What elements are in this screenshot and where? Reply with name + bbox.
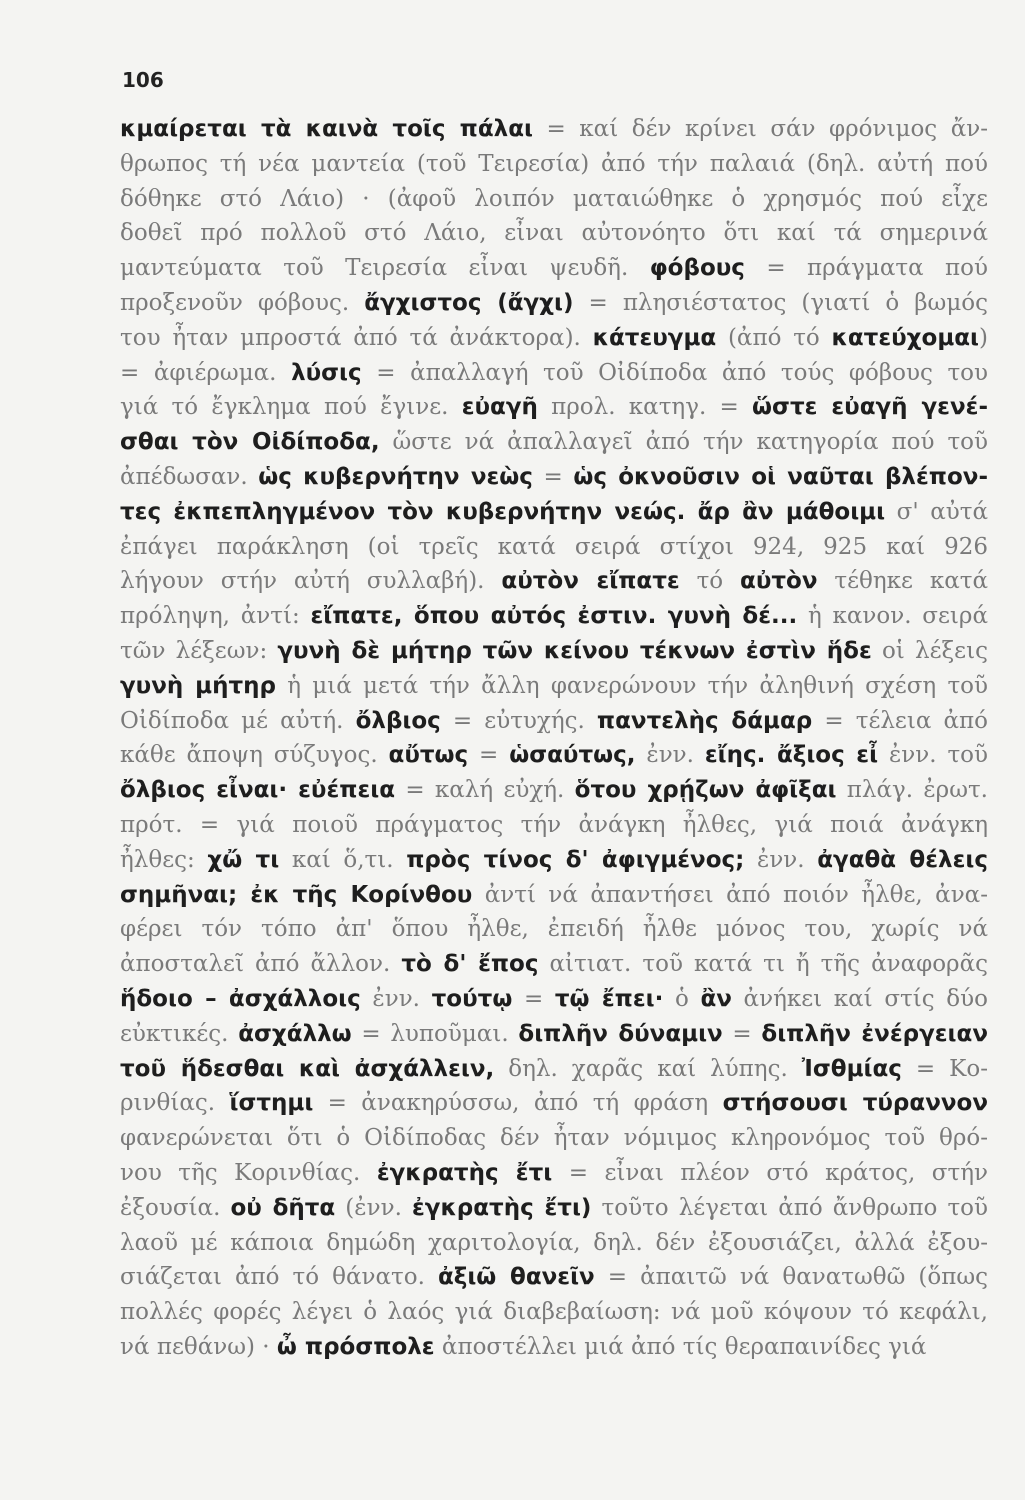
commentary-text: προξενοῦν φόβους. <box>120 289 365 316</box>
commentary-text: σ' αὐτά <box>885 498 988 525</box>
commentary-text: μαντεύματα τοῦ Τειρεσία εἶναι ψευδῆ. <box>120 255 650 282</box>
commentary-text: ἐπάγει παράκληση (οἱ τρεῖς κατά σειρά στίχοι 924, 925 καί 926 <box>120 533 988 560</box>
commentary-text: φέρει τόν τόπο ἀπ' ὅπου ἦλθε, ἐπειδή ἦλθε μόνος του, χωρίς νά <box>120 916 988 943</box>
lemma-term: ἀξιῶ θανεῖν <box>437 1264 595 1291</box>
text-line <box>120 356 988 391</box>
commentary-text: ἐνν. <box>360 985 432 1012</box>
commentary-text: εὐκτικές. <box>120 1020 239 1047</box>
lemma-term: τούτῳ <box>431 985 513 1012</box>
text-line <box>120 669 988 704</box>
text-line <box>120 321 988 356</box>
lemma-term: τοῦ ἥδεσθαι καὶ ἀσχάλλειν, <box>120 1055 495 1082</box>
lemma-term: οὐ δῆτα <box>230 1194 336 1221</box>
commentary-text: δόθηκε στό Λάιο) · (ἀφοῦ λοιπόν ματαιώθηκε ὁ χρησμός πού εἶχε <box>120 185 988 212</box>
text-line <box>120 147 988 182</box>
commentary-text: = ἀνακηρύσσω, ἀπό τή φράση <box>313 1090 723 1117</box>
commentary-text: = πράγματα πού <box>744 255 988 282</box>
lemma-term: εἴης. ἄξιος εἶ <box>704 742 879 769</box>
commentary-text: τῶν λέξεων: <box>120 637 278 664</box>
commentary-text: = καί δέν κρίνει σάν φρόνιμος ἄν- <box>533 116 988 142</box>
text-line <box>120 1052 988 1087</box>
lemma-term: κατεύχομαι <box>831 324 980 351</box>
commentary-text: σιάζεται ἀπό τό θάνατο. <box>120 1264 438 1291</box>
lemma-term: σθαι τὸν Οἰδίποδα, <box>120 429 380 456</box>
text-line <box>120 982 988 1017</box>
commentary-text: θρωπος τή νέα μαντεία (τοῦ Τειρεσία) ἀπό τήν παλαιά (δηλ. αὐτή πού <box>120 150 988 177</box>
text-line <box>120 530 988 565</box>
lemma-term: Ἰσθμίας <box>801 1055 902 1082</box>
lemma-term: κμαίρεται τὰ καινὰ τοῖς πάλαι <box>120 116 533 142</box>
lemma-term: ὄλβιος <box>355 707 441 734</box>
lemma-term: κάτευγμα <box>592 324 717 351</box>
commentary-text: τό <box>679 568 741 595</box>
lemma-term: γυνὴ μήτηρ <box>120 672 276 699</box>
commentary-text: ρινθίας. <box>120 1090 230 1117</box>
text-line <box>120 460 988 495</box>
text-line <box>120 390 988 425</box>
text-line <box>120 912 988 947</box>
commentary-text: αἰτιατ. τοῦ κατά τι ἤ τῆς ἀναφορᾶς <box>538 951 988 978</box>
text-line <box>120 425 988 460</box>
commentary-text: ἐξουσία. <box>120 1194 231 1221</box>
text-line <box>120 286 988 321</box>
lemma-term: διπλῆν ἐνέργειαν <box>761 1020 988 1047</box>
lemma-term: εἴπατε, ὅπου αὐτός ἐστιν. γυνὴ δέ... <box>310 603 798 630</box>
commentary-text: πολλές φορές λέγει ὁ λαός γιά διαβεβαίωση: νά μοῦ κόψουν τό κεφάλι, <box>120 1299 988 1326</box>
commentary-text: νου τῆς Κορινθίας. <box>120 1159 377 1186</box>
lemma-term: αὐτὸν <box>740 568 818 595</box>
commentary-text: (ἐνν. <box>335 1194 412 1221</box>
commentary-text: = ἀπαλλαγή τοῦ Οἰδίποδα ἀπό τούς φόβους του <box>361 359 988 386</box>
lemma-term: πρὸς τίνος δ' ἀφιγμένος; <box>406 846 745 873</box>
commentary-text: = εἶναι πλέον στό κράτος, στήν <box>552 1159 988 1186</box>
text-line <box>120 599 988 634</box>
commentary-text: οἱ λέξεις <box>871 637 988 664</box>
text-line <box>120 1121 988 1156</box>
commentary-text: ἀνήκει καί στίς δύο <box>731 985 988 1012</box>
commentary-text: του ἦταν μπροστά ἀπό τά ἀνάκτορα). <box>120 324 593 351</box>
commentary-text: ἀπέδωσαν. <box>120 463 259 490</box>
text-line <box>120 634 988 669</box>
lemma-term: στήσουσι τύραννον <box>722 1090 988 1117</box>
text-line <box>120 1191 988 1226</box>
commentary-text: δοθεῖ πρό πολλοῦ στό Λάιο, εἶναι αὐτονόητο ὅτι καί τά σημερινά <box>120 220 988 247</box>
commentary-text: ὥστε νά ἀπαλλαγεῖ ἀπό τήν κατηγορία πού τοῦ <box>379 429 988 456</box>
lemma-term: ἵστημι <box>229 1090 314 1117</box>
commentary-text: ἐνν. <box>635 742 705 769</box>
text-line <box>120 182 988 217</box>
commentary-text: = <box>512 985 555 1012</box>
lemma-term: παντελὴς δάμαρ <box>596 707 813 734</box>
commentary-text: ἐνν. τοῦ <box>878 742 988 769</box>
commentary-text <box>120 112 988 1365</box>
lemma-term: τῷ ἔπει· <box>554 985 664 1012</box>
commentary-text: ἡ μιά μετά τήν ἄλλη φανερώνουν τήν ἀληθινή σχέση τοῦ <box>276 672 988 699</box>
commentary-text: πλάγ. ἐρωτ. <box>836 777 988 804</box>
lemma-term: ἥδοιο – ἀσχάλλοις <box>120 985 361 1012</box>
commentary-text: = λυποῦμαι. <box>351 1020 519 1047</box>
lemma-term: ἂν <box>700 985 732 1012</box>
commentary-text: τοῦτο λέγεται ἀπό ἄνθρωπο τοῦ <box>591 1194 988 1221</box>
commentary-text: δηλ. χαρᾶς καί λύπης. <box>494 1055 802 1082</box>
commentary-text: ἐνν. <box>744 846 818 873</box>
text-line <box>120 1295 988 1330</box>
text-line <box>120 808 988 843</box>
text-line <box>120 738 988 773</box>
lemma-term: ἐγκρατὴς ἔτι) <box>411 1194 592 1221</box>
commentary-text: προλ. κατηγ. = <box>537 394 753 421</box>
lemma-term: χὤ τι <box>207 846 280 873</box>
commentary-text: τέθηκε κατά <box>817 568 988 595</box>
commentary-text: = ἀφιέρωμα. <box>120 359 292 386</box>
commentary-text: ) <box>979 324 988 351</box>
lemma-term: ὡς κυβερνήτην νεὼς <box>258 463 533 490</box>
commentary-text: = πλησιέστατος (γιατί ὁ βωμός <box>573 289 988 316</box>
commentary-text: λήγουν στήν αὐτή συλλαβή). <box>120 568 502 595</box>
commentary-text: φανερώνεται ὅτι ὁ Οἰδίποδας δέν ἦταν νόμιμος κληρονόμος τοῦ θρό- <box>120 1125 988 1152</box>
commentary-text: ἀποστέλλει μιά ἀπό τίς θεραπαινίδες γιά <box>434 1333 927 1360</box>
lemma-term: διπλῆν δύναμιν <box>518 1020 723 1047</box>
text-line <box>120 251 988 286</box>
text-line <box>120 1086 988 1121</box>
lemma-term: ὅτου χρῄζων ἀφῖξαι <box>574 777 837 804</box>
commentary-text: = καλή εὐχή. <box>395 777 575 804</box>
commentary-text: ἦλθες: <box>120 846 208 873</box>
commentary-text: = ἀπαιτῶ νά θανατωθῶ (ὅπως <box>594 1264 988 1291</box>
lemma-term: ἀσχάλλω <box>238 1020 352 1047</box>
text-line <box>120 1156 988 1191</box>
text-line <box>120 947 988 982</box>
lemma-term: αὔτως <box>388 742 469 769</box>
text-line <box>120 112 988 147</box>
commentary-text: πρότ. = γιά ποιοῦ πράγματος τήν ἀνάγκη ἦλθες, γιά ποιά ἀνάγκη <box>120 811 988 838</box>
lemma-term: ὡσαύτως, <box>509 742 636 769</box>
lemma-term: τες ἐκπεπληγμένον τὸν κυβερνήτην νεώς. ἄρ ἂν μάθοιμι <box>120 498 886 525</box>
text-line <box>120 1226 988 1261</box>
commentary-text: ἀντί νά ἀπαντήσει ἀπό ποιόν ἦλθε, ἀνα- <box>472 881 988 908</box>
commentary-text: ἀποσταλεῖ ἀπό ἄλλον. <box>120 951 402 978</box>
lemma-term: εὐαγῆ <box>461 394 538 421</box>
commentary-text: καί ὅ,τι. <box>279 846 407 873</box>
lemma-term: σημῆναι; ἐκ τῆς Κορίνθου <box>120 881 473 908</box>
commentary-text: = τέλεια ἀπό <box>812 707 988 734</box>
commentary-text: λαοῦ μέ κάποια δημώδη χαριτολογία, δηλ. δέν ἐξουσιάζει, ἀλλά ἐξου- <box>120 1229 988 1256</box>
lemma-term: τὸ δ' ἔπος <box>401 951 539 978</box>
commentary-text: πρόληψη, ἀντί: <box>120 603 311 630</box>
commentary-text: = <box>468 742 510 769</box>
text-line <box>120 216 988 251</box>
commentary-text: = <box>532 463 574 490</box>
lemma-term: ἀγαθὰ θέλεις <box>817 846 988 873</box>
commentary-text: = εὐτυχής. <box>440 707 597 734</box>
text-line <box>120 1260 988 1295</box>
text-line <box>120 1330 988 1365</box>
commentary-text: = Κο- <box>901 1055 988 1082</box>
lemma-term: ὦ πρόσπολε <box>276 1333 435 1360</box>
lemma-term: ὥστε εὐαγῆ γενέ- <box>752 394 988 421</box>
commentary-text: ἡ κανον. σειρά <box>797 603 988 630</box>
commentary-text: νά πεθάνω) · <box>120 1333 277 1360</box>
text-line <box>120 1017 988 1052</box>
text-line <box>120 495 988 530</box>
lemma-term: ἐγκρατὴς ἔτι <box>376 1159 553 1186</box>
text-line <box>120 878 988 913</box>
commentary-text: Οἰδίποδα μέ αὐτή. <box>120 707 356 734</box>
lemma-term: ὡς ὀκνοῦσιν οἱ ναῦται βλέπον- <box>573 463 988 490</box>
lemma-term: λύσις <box>291 359 362 386</box>
text-line <box>120 773 988 808</box>
commentary-text: ὁ <box>663 985 701 1012</box>
lemma-term: αὐτὸν εἴπατε <box>501 568 680 595</box>
page-number: 106 <box>122 68 164 92</box>
text-line <box>120 564 988 599</box>
lemma-term: φόβους <box>649 255 745 282</box>
lemma-term: ὄλβιος εἶναι· εὐέπεια <box>120 777 396 804</box>
text-line <box>120 843 988 878</box>
text-line <box>120 704 988 739</box>
lemma-term: γυνὴ δὲ μήτηρ τῶν κείνου τέκνων ἐστὶν ἥδε <box>277 637 872 664</box>
commentary-text: κάθε ἄποψη σύζυγος. <box>120 742 389 769</box>
lemma-term: ἄγχιστος (ἄγχι) <box>364 289 574 316</box>
commentary-text: = <box>722 1020 762 1047</box>
commentary-text: γιά τό ἔγκλημα πού ἔγινε. <box>120 394 462 421</box>
commentary-text: (ἀπό τό <box>716 324 832 351</box>
